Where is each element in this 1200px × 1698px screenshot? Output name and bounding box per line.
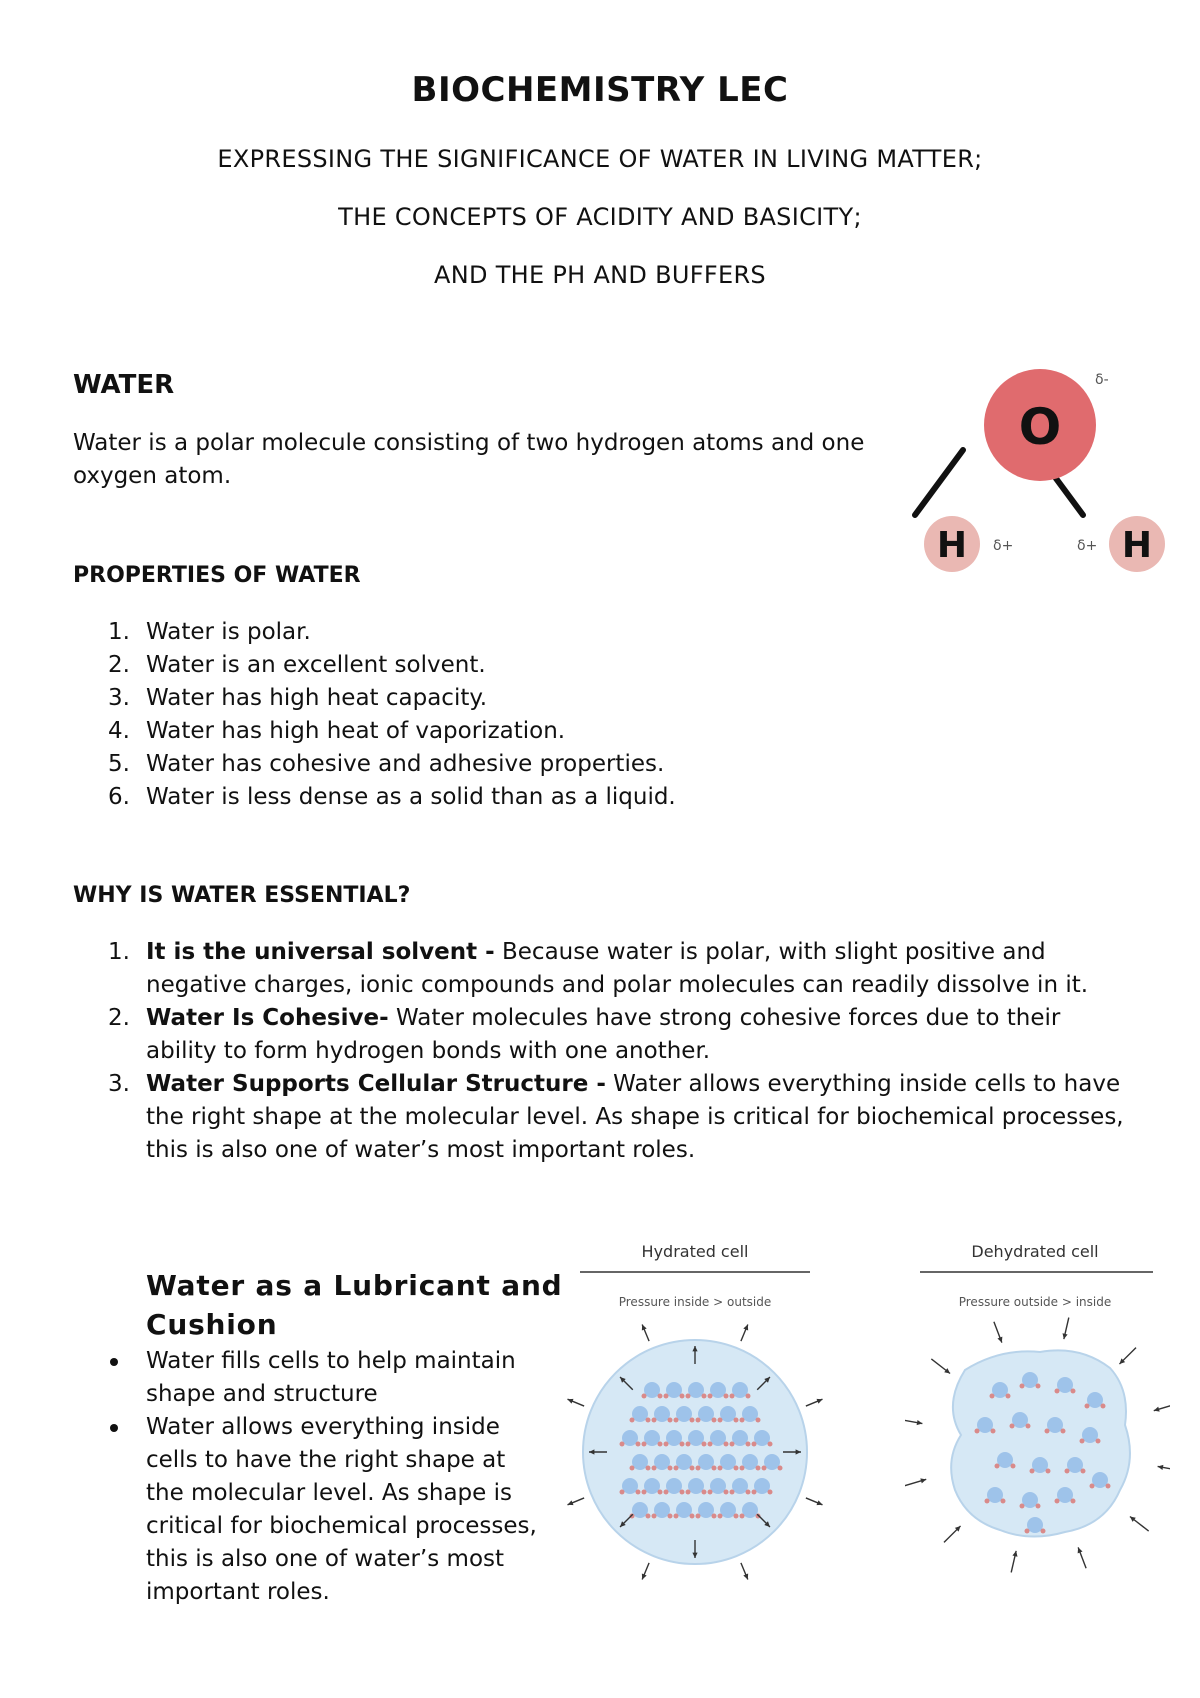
arrowhead-icon xyxy=(917,1420,923,1425)
hydrogen-dot-icon xyxy=(995,1464,1000,1469)
charge-hydrogen-right: δ+ xyxy=(1077,538,1098,554)
hydrogen-label-right: H xyxy=(1121,525,1153,566)
hydrogen-dot-icon xyxy=(674,1514,679,1519)
hydrogen-dot-icon xyxy=(708,1442,713,1447)
hydrogen-dot-icon xyxy=(680,1442,685,1447)
hydrogen-dot-icon xyxy=(1081,1469,1086,1474)
hydrogen-dot-icon xyxy=(690,1418,695,1423)
list-item xyxy=(73,936,1133,1002)
hydrogen-dot-icon xyxy=(652,1466,657,1471)
hydrogen-dot-icon xyxy=(724,1394,729,1399)
hydrogen-dot-icon xyxy=(686,1394,691,1399)
hydrogen-dot-icon xyxy=(642,1442,647,1447)
list-item-text: Water allows everything inside cells to have the right shape at the molecular level. As shape is critical for biochemical processes, this is also one of water’s most important roles. xyxy=(146,1414,537,1605)
hydrogen-dot-icon xyxy=(1006,1394,1011,1399)
hydrogen-dot-icon xyxy=(702,1394,707,1399)
hydrogen-dot-icon xyxy=(985,1499,990,1504)
hydrogen-dot-icon xyxy=(668,1418,673,1423)
hydrogen-dot-icon xyxy=(1011,1464,1016,1469)
hydrogen-dot-icon xyxy=(1036,1384,1041,1389)
hydrogen-dot-icon xyxy=(746,1490,751,1495)
hydrated-cell-caption: Pressure inside > outside xyxy=(618,1295,772,1309)
list-item xyxy=(108,1345,548,1411)
hydrogen-dot-icon xyxy=(990,1394,995,1399)
hydrogen-dot-icon xyxy=(620,1442,625,1447)
hydrogen-dot-icon xyxy=(664,1442,669,1447)
list-item xyxy=(73,715,1133,748)
hydrogen-dot-icon xyxy=(762,1466,767,1471)
list-item-text: Water fills cells to help maintain shape and structure xyxy=(146,1348,516,1407)
list-item-text: Water has cohesive and adhesive properties. xyxy=(146,751,665,777)
list-item xyxy=(73,1002,1133,1068)
hydrogen-dot-icon xyxy=(1010,1424,1015,1429)
hydrogen-dot-icon xyxy=(734,1514,739,1519)
hydrogen-dot-icon xyxy=(1085,1404,1090,1409)
hydrogen-dot-icon xyxy=(724,1442,729,1447)
hydrogen-dot-icon xyxy=(730,1442,735,1447)
oxygen-label: O xyxy=(1018,398,1062,456)
hydrogen-dot-icon xyxy=(734,1418,739,1423)
list-item xyxy=(108,1411,548,1609)
hydrogen-dot-icon xyxy=(752,1490,757,1495)
hydrogen-dot-icon xyxy=(712,1514,717,1519)
hydrogen-dot-icon xyxy=(668,1466,673,1471)
hydrogen-dot-icon xyxy=(686,1490,691,1495)
hydrogen-dot-icon xyxy=(674,1466,679,1471)
list-number: 2. xyxy=(108,1005,130,1031)
list-item-bold-lead: It is the universal solvent - xyxy=(146,939,495,965)
hydrogen-dot-icon xyxy=(658,1442,663,1447)
list-number: 3. xyxy=(108,685,130,711)
section-heading-properties: PROPERTIES OF WATER xyxy=(73,563,361,588)
properties-list xyxy=(73,616,1133,814)
charge-oxygen: δ- xyxy=(1095,372,1109,388)
hydrogen-dot-icon xyxy=(740,1466,745,1471)
hydrogen-dot-icon xyxy=(658,1490,663,1495)
hydrogen-dot-icon xyxy=(1096,1439,1101,1444)
hydrogen-dot-icon xyxy=(708,1490,713,1495)
hydrogen-dot-icon xyxy=(620,1490,625,1495)
hydrogen-dot-icon xyxy=(746,1394,751,1399)
list-number: 6. xyxy=(108,784,130,810)
hydrogen-dot-icon xyxy=(752,1442,757,1447)
hydrogen-dot-icon xyxy=(1036,1504,1041,1509)
hydrogen-dot-icon xyxy=(1061,1429,1066,1434)
hydrogen-dot-icon xyxy=(778,1466,783,1471)
hydrogen-dot-icon xyxy=(1071,1499,1076,1504)
hydrogen-dot-icon xyxy=(642,1490,647,1495)
hydrogen-dot-icon xyxy=(702,1490,707,1495)
hydrogen-dot-icon xyxy=(696,1514,701,1519)
list-item xyxy=(73,649,1133,682)
hydrogen-dot-icon xyxy=(975,1429,980,1434)
hydrogen-dot-icon xyxy=(724,1490,729,1495)
list-number: 1. xyxy=(108,939,130,965)
hydrogen-dot-icon xyxy=(1020,1384,1025,1389)
hydrogen-dot-icon xyxy=(768,1490,773,1495)
hydrogen-dot-icon xyxy=(702,1442,707,1447)
hydrated-cell-body xyxy=(583,1340,807,1564)
hydrogen-dot-icon xyxy=(674,1418,679,1423)
hydrogen-dot-icon xyxy=(1041,1529,1046,1534)
subtitle-line-3: AND THE PH AND BUFFERS xyxy=(434,261,766,289)
list-item-bold-lead: Water Is Cohesive- xyxy=(146,1005,389,1031)
dehydrated-cell-title: Dehydrated cell xyxy=(971,1242,1099,1261)
hydrogen-dot-icon xyxy=(646,1418,651,1423)
list-item xyxy=(73,682,1133,715)
dehydrated-cell-body xyxy=(951,1350,1130,1536)
hydrogen-dot-icon xyxy=(646,1466,651,1471)
hydrogen-dot-icon xyxy=(991,1429,996,1434)
arrowhead-icon xyxy=(1012,1551,1017,1557)
list-number: 3. xyxy=(108,1071,130,1097)
list-item-text: Water molecules have strong cohesive forces due to their ability to form hydrogen bonds with one another. xyxy=(146,1005,1061,1064)
list-item xyxy=(73,616,1133,649)
document-title: BIOCHEMISTRY LEC xyxy=(411,70,789,110)
hydrogen-dot-icon xyxy=(636,1490,641,1495)
hydrogen-dot-icon xyxy=(630,1466,635,1471)
hydrogen-dot-icon xyxy=(690,1466,695,1471)
essential-list xyxy=(73,936,1133,1167)
hydrogen-dot-icon xyxy=(718,1418,723,1423)
hydrogen-dot-icon xyxy=(730,1394,735,1399)
list-number: 5. xyxy=(108,751,130,777)
list-item-text: Water has high heat of vaporization. xyxy=(146,718,566,744)
hydrogen-dot-icon xyxy=(1080,1439,1085,1444)
hydrogen-dot-icon xyxy=(740,1514,745,1519)
lubricant-bullet-list xyxy=(108,1345,548,1609)
hydrogen-dot-icon xyxy=(630,1418,635,1423)
hydrogen-dot-icon xyxy=(680,1490,685,1495)
hydrogen-dot-icon xyxy=(686,1442,691,1447)
bullet-icon xyxy=(110,1358,118,1366)
hydrogen-dot-icon xyxy=(1025,1529,1030,1534)
hydrogen-dot-icon xyxy=(712,1466,717,1471)
hydrogen-dot-icon xyxy=(712,1418,717,1423)
list-number: 4. xyxy=(108,718,130,744)
hydrogen-dot-icon xyxy=(696,1466,701,1471)
hydrogen-dot-icon xyxy=(642,1394,647,1399)
charge-hydrogen-left: δ+ xyxy=(993,538,1014,554)
hydrogen-dot-icon xyxy=(636,1442,641,1447)
hydrogen-dot-icon xyxy=(718,1466,723,1471)
list-item xyxy=(73,1068,1133,1167)
hydrogen-label-left: H xyxy=(936,525,968,566)
water-molecule-diagram xyxy=(905,355,1185,585)
hydrogen-dot-icon xyxy=(730,1490,735,1495)
hydrated-cell-figure xyxy=(560,1240,830,1585)
water-intro-paragraph: Water is a polar molecule consisting of two hydrogen atoms and one oxygen atom. xyxy=(73,430,865,489)
subtitle-line-1: EXPRESSING THE SIGNIFICANCE OF WATER IN LIVING MATTER; xyxy=(217,145,983,173)
hydrogen-dot-icon xyxy=(756,1466,761,1471)
hydrogen-dot-icon xyxy=(1045,1429,1050,1434)
hydrogen-dot-icon xyxy=(1106,1484,1111,1489)
hydrogen-dot-icon xyxy=(1101,1404,1106,1409)
list-number: 2. xyxy=(108,652,130,678)
list-item-text: Water allows everything inside cells to have the right shape at the molecular level. As shape is critical for biochemical processes, this is also one of water’s most important roles. xyxy=(146,1071,1124,1163)
hydrogen-dot-icon xyxy=(680,1394,685,1399)
hydrogen-dot-icon xyxy=(734,1466,739,1471)
hydrogen-dot-icon xyxy=(1055,1389,1060,1394)
hydrogen-dot-icon xyxy=(696,1418,701,1423)
list-item-bold-lead: Water Supports Cellular Structure - xyxy=(146,1071,606,1097)
hydrogen-dot-icon xyxy=(1055,1499,1060,1504)
hydrogen-dot-icon xyxy=(1065,1469,1070,1474)
hydrogen-dot-icon xyxy=(1090,1484,1095,1489)
arrowhead-icon xyxy=(1063,1333,1068,1339)
hydrogen-dot-icon xyxy=(1030,1469,1035,1474)
hydrogen-dot-icon xyxy=(1001,1499,1006,1504)
section-heading-why-essential: WHY IS WATER ESSENTIAL? xyxy=(73,883,411,908)
hydrogen-dot-icon xyxy=(740,1418,745,1423)
section-heading-lubricant: Water as a Lubricant and Cushion xyxy=(146,1269,563,1341)
bond-left xyxy=(915,450,963,515)
list-item-text: Water is less dense as a solid than as a liquid. xyxy=(146,784,676,810)
hydrogen-dot-icon xyxy=(1026,1424,1031,1429)
hydrogen-dot-icon xyxy=(664,1394,669,1399)
hydrated-cell-title: Hydrated cell xyxy=(641,1242,749,1261)
subtitle-line-2: THE CONCEPTS OF ACIDITY AND BASICITY; xyxy=(338,203,862,231)
hydrogen-dot-icon xyxy=(664,1490,669,1495)
hydrogen-dot-icon xyxy=(768,1442,773,1447)
hydrogen-dot-icon xyxy=(690,1514,695,1519)
hydrogen-dot-icon xyxy=(646,1514,651,1519)
list-item-text: Water is an excellent solvent. xyxy=(146,652,486,678)
list-item-text: Water has high heat capacity. xyxy=(146,685,488,711)
list-item xyxy=(73,748,1133,781)
hydrogen-dot-icon xyxy=(746,1442,751,1447)
hydrogen-dot-icon xyxy=(668,1514,673,1519)
list-item-text: Water is polar. xyxy=(146,619,311,645)
hydrogen-dot-icon xyxy=(1071,1389,1076,1394)
list-item xyxy=(73,781,1133,814)
list-item-text: Because water is polar, with slight positive and negative charges, ionic compounds and polar molecules can readily dissolve in it. xyxy=(146,939,1089,998)
hydrogen-dot-icon xyxy=(1046,1469,1051,1474)
hydrogen-dot-icon xyxy=(708,1394,713,1399)
hydrogen-dot-icon xyxy=(652,1418,657,1423)
hydrogen-dot-icon xyxy=(658,1394,663,1399)
bullet-icon xyxy=(110,1424,118,1432)
hydrogen-dot-icon xyxy=(652,1514,657,1519)
arrowhead-icon xyxy=(1158,1465,1164,1470)
hydrogen-dot-icon xyxy=(756,1418,761,1423)
hydrogen-dot-icon xyxy=(1020,1504,1025,1509)
dehydrated-cell-caption: Pressure outside > inside xyxy=(958,1295,1112,1309)
hydrogen-dot-icon xyxy=(718,1514,723,1519)
section-heading-water: WATER xyxy=(73,370,175,400)
list-number: 1. xyxy=(108,619,130,645)
dehydrated-cell-figure xyxy=(905,1240,1170,1585)
